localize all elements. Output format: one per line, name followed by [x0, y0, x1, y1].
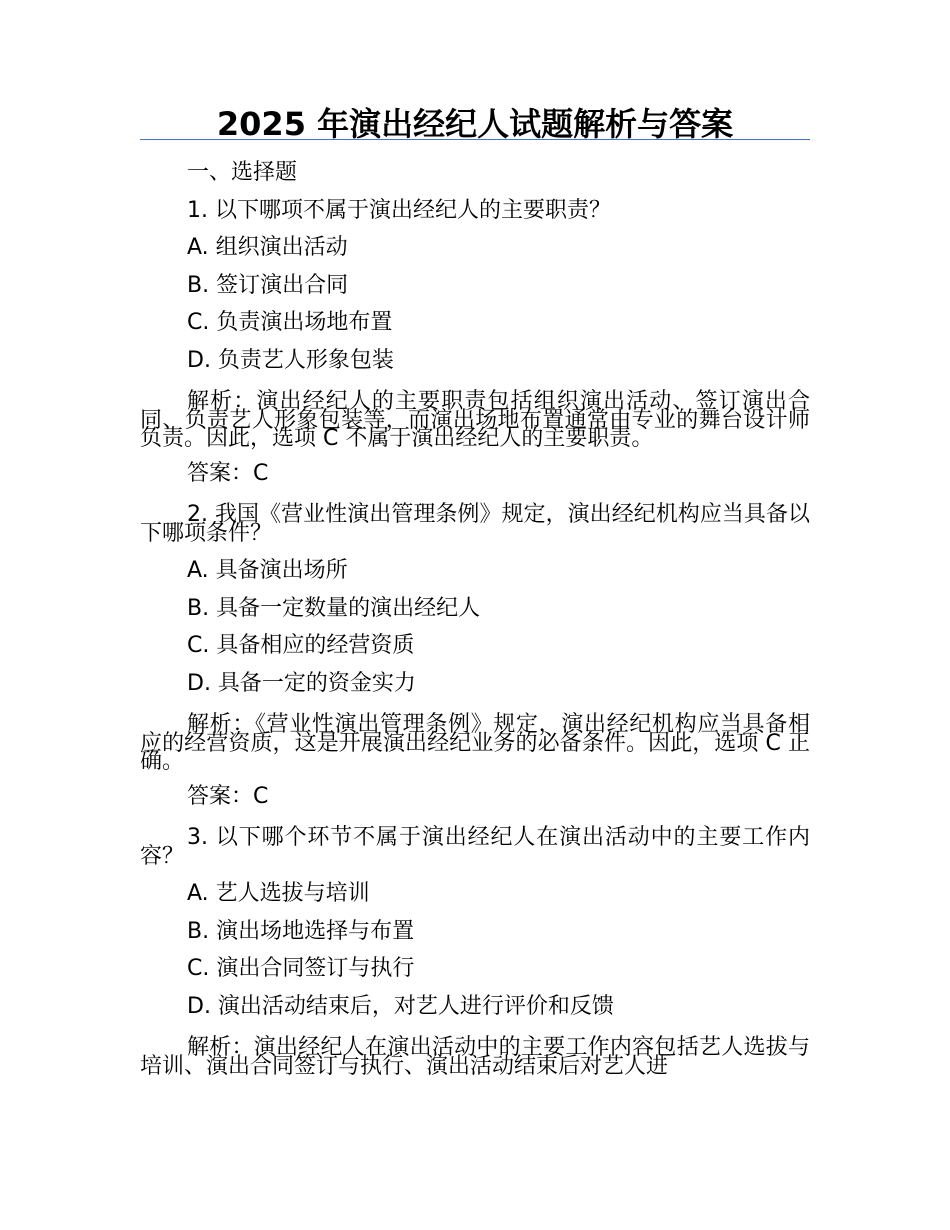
section-heading: 一、选择题	[187, 160, 298, 185]
option-d: D. 具备一定的资金实力	[187, 670, 416, 696]
option-a: A. 艺人选拔与培训	[187, 881, 370, 906]
option-c: C. 演出合同签订与执行	[187, 956, 415, 981]
option-c: C. 具备相应的经营资质	[187, 633, 415, 658]
option-d: D. 演出活动结束后，对艺人进行评价和反馈	[187, 993, 614, 1019]
option-a: A. 具备演出场所	[187, 558, 348, 583]
answer-line: 答案：C	[187, 783, 269, 809]
option-d: D. 负责艺人形象包装	[187, 347, 394, 373]
question-stem: 2. 我国《营业性演出管理条例》规定，演出经纪机构应当具备以下哪项条件？	[140, 502, 810, 546]
analysis-paragraph: 解析：《营业性演出管理条例》规定，演出经纪机构应当具备相应的经营资质，这是开展演出经纪业务的必备条件。因此，选项 C 正确。	[140, 712, 810, 774]
document-body	[140, 154, 810, 1082]
analysis-paragraph: 解析：演出经纪人在演出活动中的主要工作内容包括艺人选拔与培训、演出合同签订与执行、演出活动结束后对艺人进	[140, 1035, 810, 1079]
analysis-paragraph: 解析：演出经纪人的主要职责包括组织演出活动、签订演出合同、负责艺人形象包装等，而演出场地布置通常由专业的舞台设计师负责。因此，选项 C 不属于演出经纪人的主要职责。	[140, 389, 810, 451]
option-c: C. 负责演出场地布置	[187, 310, 393, 335]
option-b: B. 具备一定数量的演出经纪人	[187, 595, 481, 621]
answer-line: 答案：C	[187, 460, 269, 486]
option-b: B. 签订演出合同	[187, 272, 349, 298]
option-b: B. 演出场地选择与布置	[187, 918, 415, 944]
option-a: A. 组织演出活动	[187, 235, 348, 260]
question-stem: 1. 以下哪项不属于演出经纪人的主要职责？	[187, 197, 611, 223]
question-stem: 3. 以下哪个环节不属于演出经纪人在演出活动中的主要工作内容？	[140, 825, 810, 869]
document-title: 2025 年演出经纪人试题解析与答案	[216, 105, 734, 143]
title-underline	[140, 139, 810, 140]
